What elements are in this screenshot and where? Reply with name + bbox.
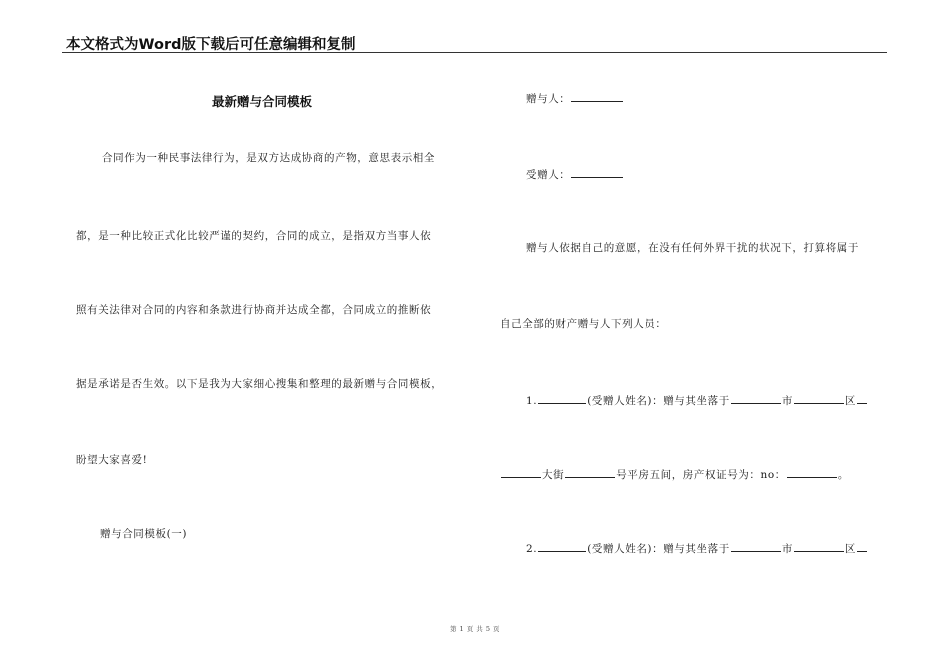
item-2	[526, 540, 868, 557]
item-1-tail-blank[interactable]	[857, 392, 867, 404]
donee-label: 受赠人：	[526, 169, 571, 181]
item-1-certificate-blank[interactable]	[787, 466, 837, 478]
item-2-district-label: 区	[844, 543, 857, 555]
right-para-2: 自己全部的财产赠与人下列人员：	[500, 318, 667, 330]
item-1-house-blank[interactable]	[565, 466, 615, 478]
item-1-continued	[500, 466, 849, 483]
item-1-city-blank[interactable]	[731, 392, 781, 404]
item-1-house-text: 号平房五间，房产权证号为：no：	[616, 469, 786, 481]
item-2-number: 2.	[526, 543, 538, 555]
item-2-district-blank[interactable]	[794, 540, 844, 552]
donee-blank[interactable]	[571, 166, 623, 178]
item-2-recipient-text: (受赠人姓名)：赠与其坐落于	[587, 543, 730, 555]
item-1-street-label: 大街	[542, 469, 565, 481]
item-1-street-blank[interactable]	[501, 466, 541, 478]
item-2-name-blank[interactable]	[538, 540, 586, 552]
left-section-heading: 赠与合同模板(一)	[100, 528, 188, 540]
right-para-1: 赠与人依据自己的意愿，在没有任何外界干扰的状况下，打算将属于	[526, 242, 859, 254]
left-line-1: 合同作为一种民事法律行为，是双方达成协商的产物，意思表示相全	[102, 152, 435, 164]
donee-field	[526, 166, 624, 183]
item-1-district-label: 区	[844, 395, 857, 407]
item-2-city-label: 市	[781, 543, 793, 555]
left-line-3: 照有关法律对合同的内容和条款进行协商并达成全都，合同成立的推断依	[76, 304, 432, 316]
item-1-name-blank[interactable]	[538, 392, 586, 404]
donor-field	[526, 90, 624, 107]
left-line-2: 都，是一种比较正式化比较严谨的契约，合同的成立，是指双方当事人依	[76, 230, 432, 242]
document-header: 本文格式为Word版下载后可任意编辑和复制	[66, 37, 356, 53]
document-title: 最新赠与合同模板	[211, 94, 312, 109]
left-line-4: 据是承诺是否生效。以下是我为大家细心搜集和整理的最新赠与合同模板，	[76, 378, 443, 390]
item-1	[526, 392, 868, 409]
item-2-tail-blank[interactable]	[857, 540, 867, 552]
donor-label: 赠与人：	[526, 93, 571, 105]
item-1-recipient-text: (受赠人姓名)：赠与其坐落于	[587, 395, 730, 407]
header-divider	[62, 52, 887, 53]
item-2-city-blank[interactable]	[731, 540, 781, 552]
page-footer: 第 1 页 共 5 页	[449, 625, 501, 633]
item-1-city-label: 市	[781, 395, 793, 407]
item-1-number: 1.	[526, 395, 538, 407]
donor-blank[interactable]	[571, 90, 623, 102]
left-line-5: 盼望大家喜爱!	[76, 454, 148, 466]
item-1-district-blank[interactable]	[794, 392, 844, 404]
item-1-end-mark: 。	[837, 469, 849, 481]
